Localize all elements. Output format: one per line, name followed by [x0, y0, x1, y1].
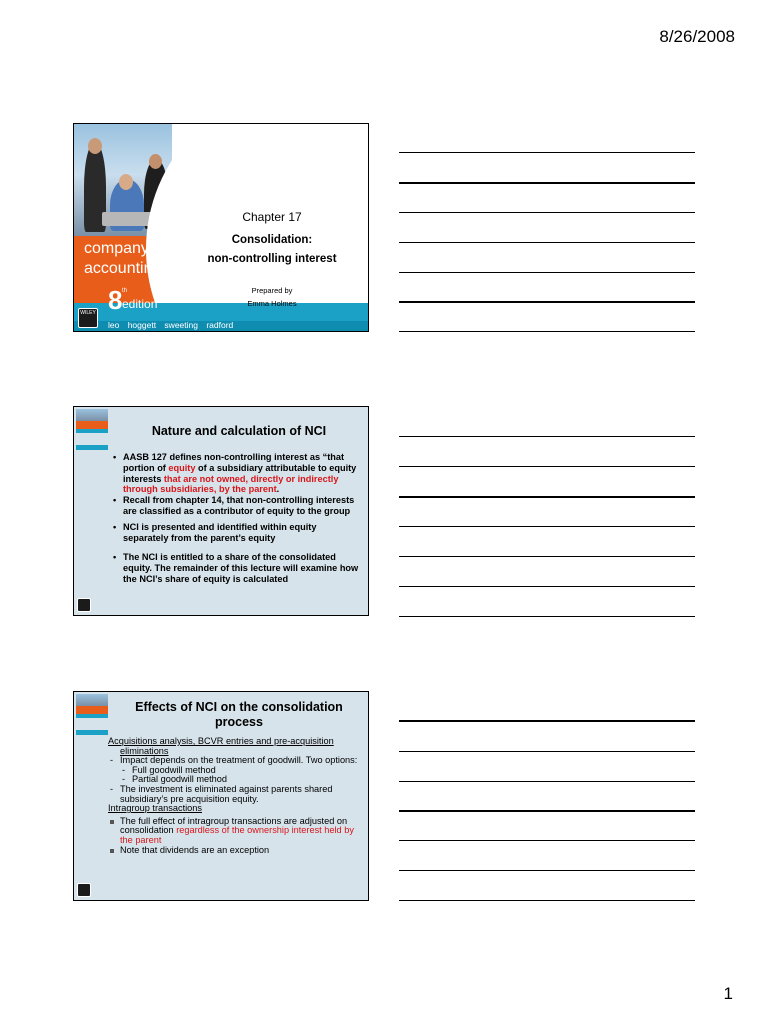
slide-side-strip — [74, 407, 110, 615]
item-investment-eliminated: - The investment is eliminated against parents shared subsidiary’s pre acquisition equity. — [108, 785, 366, 804]
bullet-aasb-definition: • AASB 127 defines non-controlling interest as “that portion of equity of a subsidiary attributable to equity interests that are not owned, directly or indirectly through subsidiaries, by the parent. — [110, 452, 364, 495]
page-number: 1 — [723, 984, 733, 1003]
book-title-accounting: accounting — [84, 260, 162, 277]
heading-acquisitions-cont: eliminations — [120, 745, 169, 756]
page-date: 8/26/2008 — [659, 27, 735, 46]
subitem-full-goodwill: - Full goodwill method — [108, 766, 366, 776]
side-blue-bar — [76, 730, 108, 735]
edition-superscript: th — [122, 288, 128, 294]
bullet-nci-entitled: • The NCI is entitled to a share of the consolidated equity. The remainder of this lecture will examine how the NCI’s share of equity is calculated — [110, 552, 364, 584]
slide-title: Effects of NCI on the consolidation process — [135, 700, 343, 729]
bullet-list — [110, 452, 364, 585]
edition-number: 8 — [108, 285, 123, 315]
slide-1-cover — [73, 123, 369, 332]
edition-word: edition — [122, 297, 158, 311]
side-blue-bar — [76, 445, 108, 450]
slide-title-line1: Consolidation: — [231, 234, 313, 246]
slide-title-line2: non-controlling interest — [207, 253, 337, 265]
slide-3-effects-of-nci — [73, 691, 369, 901]
wiley-logo-icon — [77, 598, 91, 612]
slide-side-strip — [74, 692, 110, 900]
book-title-company: company — [84, 240, 149, 257]
bullet-nci-presented: • NCI is presented and identified within equity separately from the parent’s equity — [110, 522, 364, 544]
slide-2-nature-of-nci — [73, 406, 369, 616]
book-authors: leo hoggett sweeting radford — [108, 320, 234, 330]
slide-body — [108, 737, 366, 855]
bullet-recall-chapter14: • Recall from chapter 14, that non-controlling interests are classified as a contributor of equity to the group — [110, 495, 364, 517]
item-dividends-exception: Note that dividends are an exception — [108, 846, 366, 856]
chapter-label: Chapter 17 — [242, 210, 302, 224]
book-cover-thumbnail-icon — [76, 409, 108, 433]
heading-intragroup: Intragroup transactions — [108, 803, 202, 814]
heading-acquisitions: Acquisitions analysis, BCVR entries and pre-acquisition — [108, 736, 334, 746]
wiley-logo-icon: WILEY — [78, 308, 98, 328]
author-name: Emma Holmes — [247, 299, 297, 308]
book-cover-thumbnail-icon — [76, 694, 108, 718]
subitem-partial-goodwill: - Partial goodwill method — [108, 775, 366, 785]
item-goodwill-impact: - Impact depends on the treatment of goodwill. Two options: — [108, 756, 366, 766]
item-intragroup-effect: The full effect of intragroup transactions are adjusted on consolidation regardless of the ownership interest held by the parent — [108, 817, 366, 846]
wiley-logo-icon — [77, 883, 91, 897]
slide-title: Nature and calculation of NCI — [151, 424, 327, 438]
prepared-by-label: Prepared by — [251, 286, 293, 295]
